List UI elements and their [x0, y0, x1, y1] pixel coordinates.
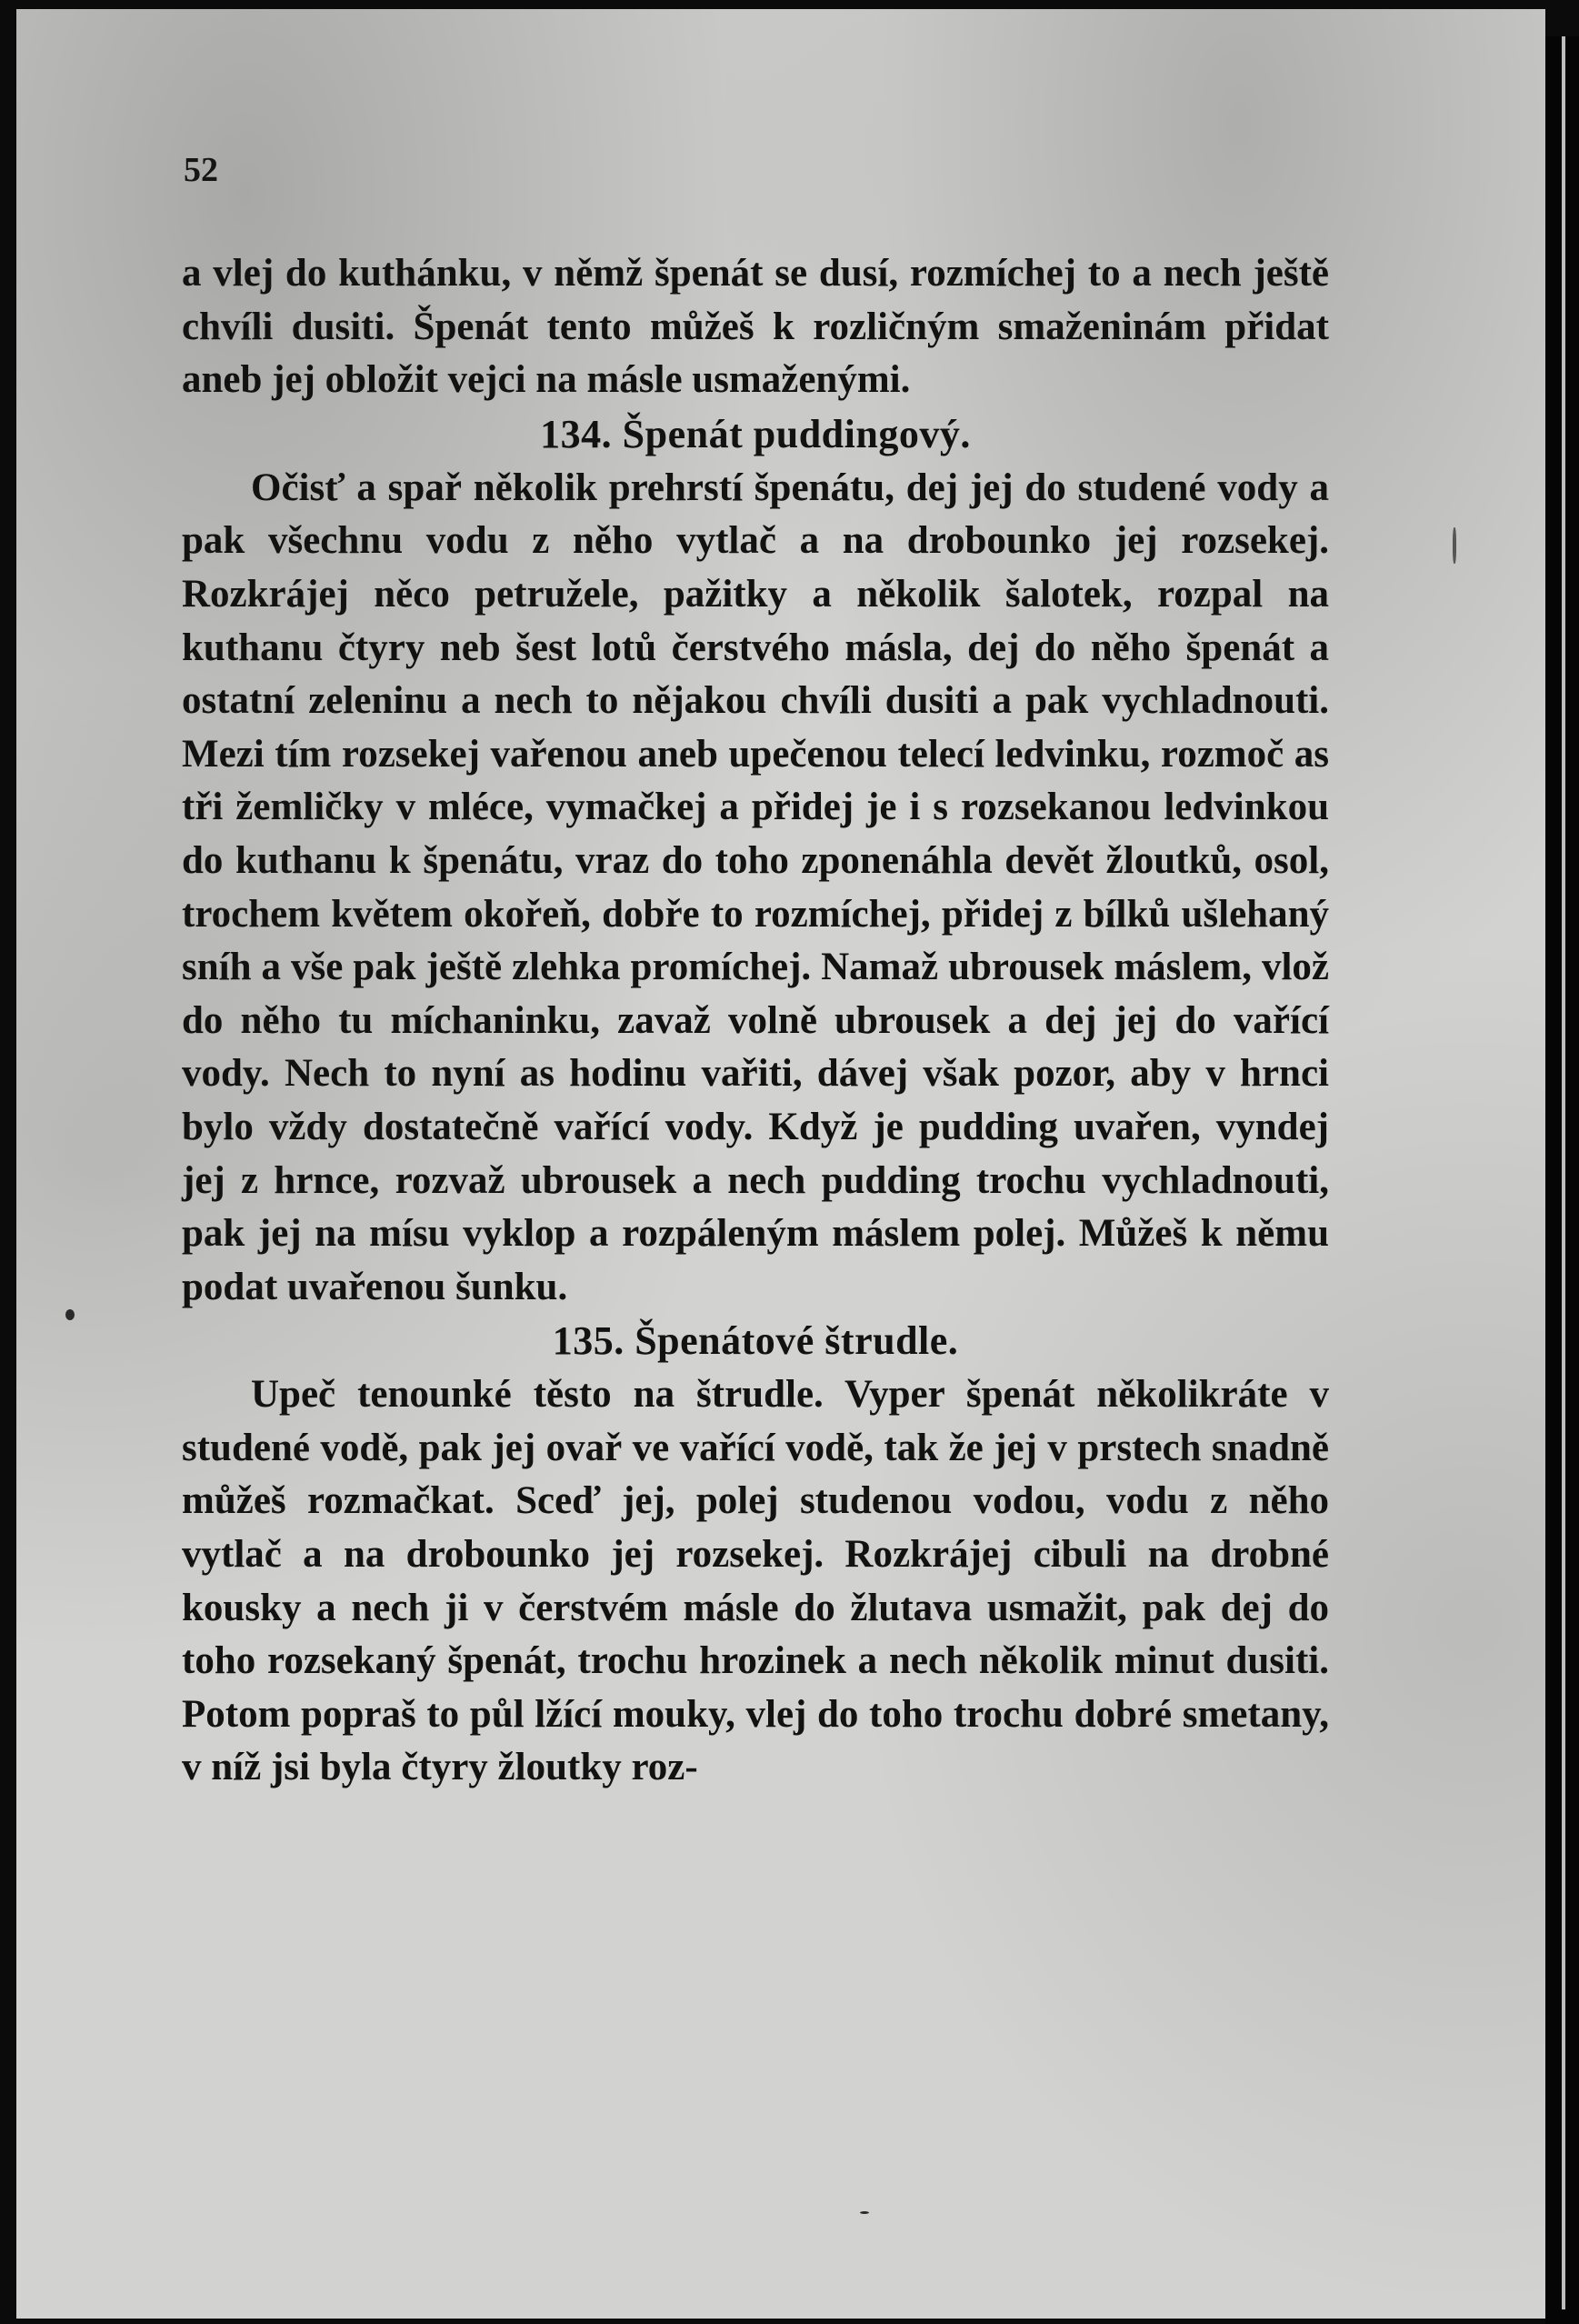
scan-speck — [65, 1309, 75, 1320]
continuation-paragraph: a vlej do kuthánku, v němž špenát se dusí, rozmíchej to a nech ještě chvíli dusiti. Špenát tento můžeš k rozličným smaženinám přidat aneb jej obložit vejci na másle usmaženými. — [182, 252, 1329, 402]
recipe-heading-134: 134. Špenát puddingový. — [540, 411, 971, 456]
page-edge-line — [1562, 36, 1565, 2309]
recipe-body-134: Očisť a spař několik prehrstí špenátu, dej jej do studené vody a pak všechnu vodu z něho vytlač a na drobounko jej rozsekej. Rozkrájej něco petružele, pažitky a několik šalotek, rozpal na kuthanu čtyry neb šest lotů čerstvého másla, dej do něho špenát a ostatní zeleninu a nech to nějakou chvíli dusiti a pak vychladnouti. Mezi tím rozsekej vařenou aneb upečenou telecí ledvinku, rozmoč as tři žemličky v mléce, vymačkej a přidej je i s rozsekanou ledvinkou do kuthanu k špenátu, vraz do toho zponenáhla devět žloutků, osol, trochem květem okořeň, dobře to rozmíchej, přidej z bílků ušlehaný sníh a vše pak ještě zlehka promíchej. Namaž ubrousek máslem, vlož do něho tu míchaninku, zavaž volně ubrousek a dej jej do vařící vody. Nech to nyní as hodinu vařiti, dávej však pozor, aby v hrnci bylo vždy dostatečně vařící vody. Když je pudding uvařen, vyndej jej z hrnce, rozvaž ubrousek a nech pudding trochu vychladnouti, pak jej na mísu vyklop a rozpáleným máslem polej. Můžeš k němu podat uvařenou šunku. — [182, 466, 1329, 1308]
recipe-body-135: Upeč tenounké těsto na štrudle. Vyper špenát několikráte v studené vodě, pak jej ovař ve vařící vodě, tak že jej v prstech snadně můžeš rozmačkat. Sceď jej, polej studenou vodou, vodu z něho vytlač a na drobounko jej rozsekej. Rozkrájej cibuli na drobné kousky a nech ji v čerstvém másle do žlutava usmažit, pak dej do toho rozsekaný špenát, trochu hrozinek a nech několik minut dusiti. Potom popraš to půl lžící mouky, vlej do toho trochu dobré smetany, v níž jsi byla čtyry žloutky roz- — [182, 1373, 1329, 1789]
page-number: 52 — [184, 151, 218, 189]
page-text — [182, 247, 1329, 1795]
scan-speck — [860, 2211, 869, 2214]
scan-speck — [1453, 527, 1456, 564]
recipe-heading-135: 135. Špenátové štrudle. — [552, 1318, 959, 1364]
